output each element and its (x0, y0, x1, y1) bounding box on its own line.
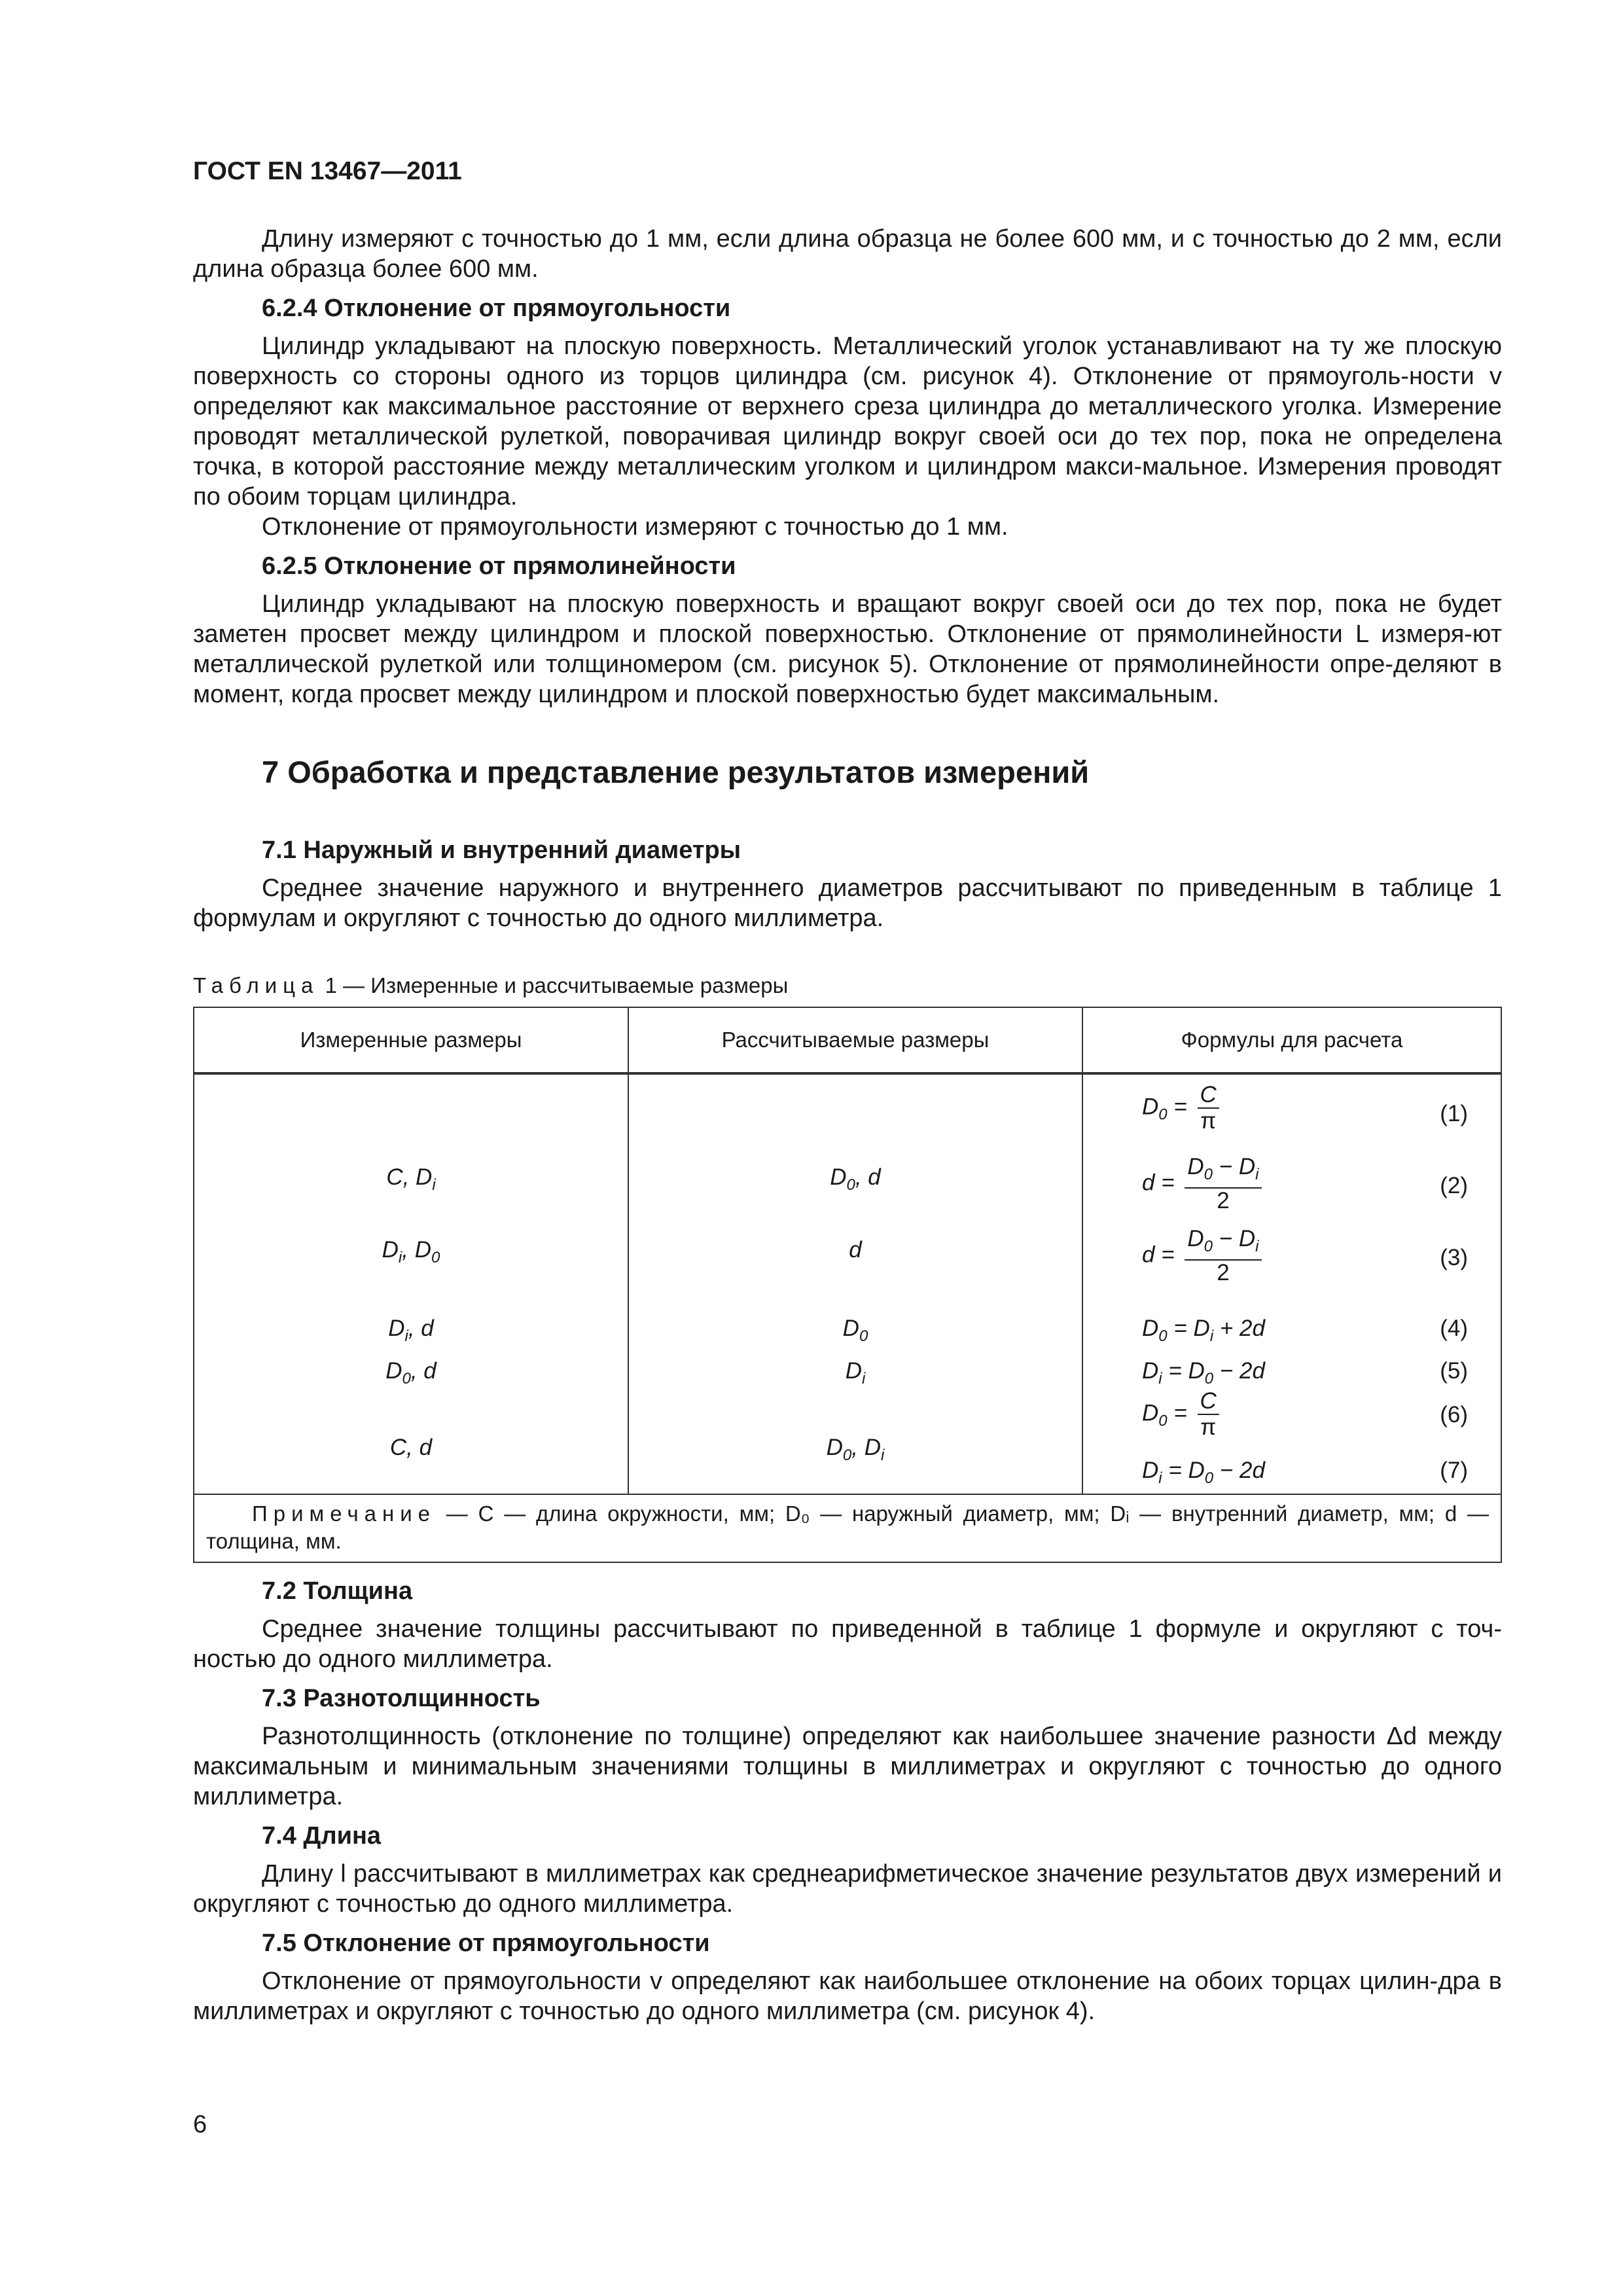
formula-7: $D_i = D_0 - 2d$ (1142, 1458, 1265, 1487)
section-6-2-5-text: Цилиндр укладывают на плоскую поверхность и вращают вокруг своей оси до тех пор, пока не будет заметен просвет между цилиндром и плоской поверхностью. Отклонение от прямолинейности L измеря-ют металлической рулеткой или толщиномером (см. рисунок 5). Отклонение от прямолинейности опре-деляют в момент, когда просвет между цилиндром и плоской поверхностью будет максимальным. (193, 590, 1502, 708)
section-7-3-text: Разнотолщинность (отклонение по толщине) определяют как наибольшее значение разности Δd между максимальным и минимальным значениями толщины в миллиметрах и округляют с точностью до одного миллиметра. (193, 1723, 1502, 1810)
section-7-1-title: 7.1 Наружный и внутренний диаметры (262, 836, 741, 864)
section-6-2-4-accuracy: Отклонение от прямоугольности измеряют с точностью до 1 мм. (262, 513, 1008, 541)
calculated-value: $D_i$ (845, 1358, 866, 1388)
section-6-2-4-title: 6.2.4 Отклонение от прямоугольности (262, 295, 731, 322)
formula-number: (6) (1440, 1402, 1468, 1427)
table-body-row (194, 1073, 1501, 1494)
table-1 (193, 1007, 1502, 1563)
section-7-3-title: 7.3 Разнотолщинность (262, 1685, 541, 1712)
measured-value: $D_i$, d (388, 1316, 434, 1345)
section-7-2-text: Среднее значение толщины рассчитывают по приведенной в таблице 1 формуле и округляют с точ-ностью до одного миллиметра. (193, 1615, 1502, 1673)
measured-value: $D_0$, d (385, 1358, 437, 1388)
formula-3: d = $\frac{D_0 - D_i}{2}$ (1142, 1227, 1262, 1285)
section-7-title: 7 Обработка и представление результатов измерений (262, 755, 1090, 789)
calculated-column (628, 1073, 1082, 1494)
section-7-4-title: 7.4 Длина (262, 1822, 382, 1850)
document-header: ГОСТ EN 13467—2011 (193, 157, 462, 185)
calculated-value: d (849, 1237, 862, 1263)
page-content (193, 157, 1502, 2026)
table-header-formulas: Формулы для расчета (1082, 1007, 1501, 1073)
table-header-measured: Измеренные размеры (194, 1007, 628, 1073)
section-7-1-text: Среднее значение наружного и внутреннего диаметров рассчитывают по приведенным в таблице 1 формулам и округляют с точностью до одного миллиметра. (193, 874, 1502, 932)
section-7-5-title: 7.5 Отклонение от прямоугольности (262, 1929, 710, 1957)
formula-number: (7) (1440, 1458, 1468, 1483)
formula-column (1082, 1073, 1501, 1494)
table-header-calculated: Рассчитываемые размеры (628, 1007, 1082, 1073)
table-note (194, 1494, 1501, 1562)
measured-value: $D_i$, $D_0$ (382, 1237, 440, 1266)
formula-5: $D_i = D_0 - 2d$ (1142, 1358, 1265, 1388)
formula-2: d = $\frac{D_0 - D_i}{2}$ (1142, 1155, 1262, 1213)
section-7-4-text: Длину l рассчитывают в миллиметрах как среднеарифметическое значение результатов двух измерений и округляют с точностью до одного миллиметра. (193, 1860, 1502, 1918)
table-caption (193, 973, 1502, 999)
table-header-row (194, 1007, 1501, 1073)
formula-4: $D_0 = D_i + 2d$ (1142, 1316, 1265, 1345)
section-7-2-title: 7.2 Толщина (262, 1577, 413, 1605)
formula-number: (5) (1440, 1358, 1468, 1384)
paragraph-length: Длину измеряют с точностью до 1 мм, если длина образца не более 600 мм, и с точностью до 2 мм, если длина образца более 600 мм. (193, 225, 1502, 283)
measured-column (194, 1073, 628, 1494)
table-caption-text: 1 — Измеренные и рассчитываемые размеры (319, 973, 789, 997)
formula-number: (2) (1440, 1173, 1468, 1198)
formula-6: $D_0$ = $\frac{C}{\pi}$ (1142, 1389, 1219, 1440)
formula-number: (1) (1440, 1101, 1468, 1126)
table-note-word: Примечание (252, 1501, 437, 1526)
table-caption-word: Таблица (193, 973, 319, 997)
formula-number: (3) (1440, 1245, 1468, 1270)
calculated-value: $D_0$ (842, 1316, 868, 1345)
section-7-5-text: Отклонение от прямоугольности v определяют как наибольшее отклонение на обоих торцах цилин-дра в миллиметрах и округляют с точностью до одного миллиметра (см. рисунок 4). (193, 1967, 1502, 2025)
calculated-value: $D_0$, d (830, 1164, 881, 1194)
calculated-value: $D_0$, $D_i$ (826, 1435, 885, 1464)
section-6-2-5-title: 6.2.5 Отклонение от прямолинейности (262, 552, 736, 580)
formula-number: (4) (1440, 1316, 1468, 1341)
section-6-2-4-text: Цилиндр укладывают на плоскую поверхность. Металлический уголок устанавливают на ту же плоскую поверхность со стороны одного из торцов цилиндра (см. рисунок 4). Отклонение от прямоуголь-ности v определяют как максимальное расстояние от верхнего среза цилиндра до металлического уголка. Измерение проводят металлической рулеткой, поворачивая цилиндр вокруг своей оси до тех пор, пока не определена точка, в которой расстояние между металлическим уголком и цилиндром макси-мальное. Измерения проводят по обоим торцам цилиндра. (193, 332, 1502, 511)
page-number: 6 (193, 2111, 207, 2138)
measured-value: C, d (389, 1435, 433, 1460)
table-note-text: — C — длина окружности, мм; D₀ — наружный диаметр, мм; Dᵢ — внутренний диаметр, мм; d — толщина, мм. (206, 1501, 1489, 1553)
measured-value: C, $D_i$ (386, 1164, 436, 1194)
formula-1: $D_0$ = $\frac{C}{\pi}$ (1142, 1083, 1219, 1134)
table-note-row (194, 1494, 1501, 1562)
